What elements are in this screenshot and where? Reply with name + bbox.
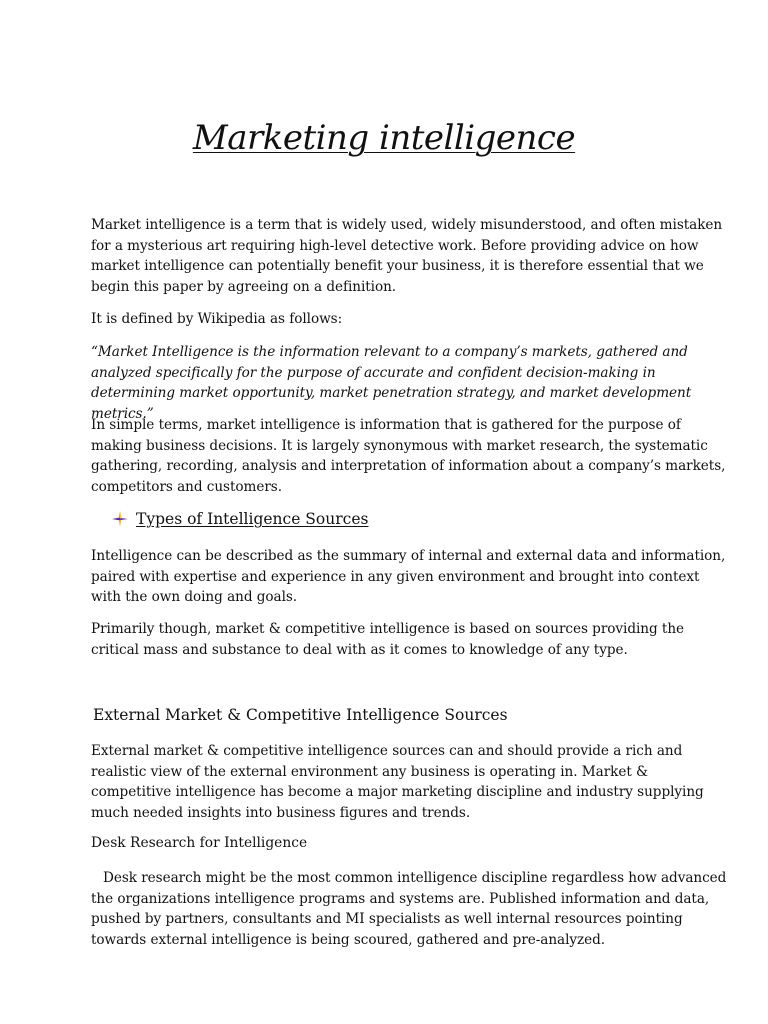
types-paragraph-1: Intelligence can be described as the summary of internal and external data and information, paired with expertise and experience in any given environment and brought into context with the own doing and goals. bbox=[91, 548, 726, 606]
simple-terms-paragraph: In simple terms, market intelligence is information that is gathered for the purpose of making business decisions. It is largely synonymous with market research, the systematic gathering, recording, analysis and interpretation of information about a company’s markets, competitors and customers. bbox=[91, 417, 726, 495]
types-section-heading bbox=[112, 510, 368, 528]
external-sources-heading: External Market & Competitive Intelligence Sources bbox=[93, 706, 508, 724]
external-sources-paragraph: External market & competitive intelligence sources can and should provide a rich and realistic view of the external environment any business is operating in. Market & competitive intelligence has become a major marketing discipline and industry supplying much needed insights into business figures and trends. bbox=[91, 743, 704, 821]
defined-by-paragraph: It is defined by Wikipedia as follows: bbox=[91, 311, 343, 327]
types-paragraph-2: Primarily though, market & competitive intelligence is based on sources providing the critical mass and substance to deal with as it comes to knowledge of any type. bbox=[91, 621, 685, 658]
document-title: Marketing intelligence bbox=[192, 118, 576, 158]
intro-paragraph: Market intelligence is a term that is widely used, widely misunderstood, and often mistaken for a mysterious art requiring high-level detective work. Before providing advice on how market intelligence can potentially benefit your business, it is therefore essential that we begin this paper by agreeing on a definition. bbox=[91, 217, 723, 295]
wikipedia-quote: “Market Intelligence is the information relevant to a company’s markets, gathered and analyzed specifically for the purpose of accurate and confident decision-making in determining market opportunity, market penetration strategy, and market development metrics.” bbox=[91, 344, 692, 422]
four-point-star-bullet-icon bbox=[112, 511, 128, 527]
desk-research-paragraph: Desk research might be the most common intelligence discipline regardless how advanced the organizations intelligence programs and systems are. Published information and data, pushed by partners, consultants and MI specialists as well internal resources pointing towards external intelligence is being scoured, gathered and pre-analyzed. bbox=[91, 870, 727, 948]
types-heading-text: Types of Intelligence Sources bbox=[136, 510, 369, 528]
desk-research-heading: Desk Research for Intelligence bbox=[91, 835, 308, 851]
